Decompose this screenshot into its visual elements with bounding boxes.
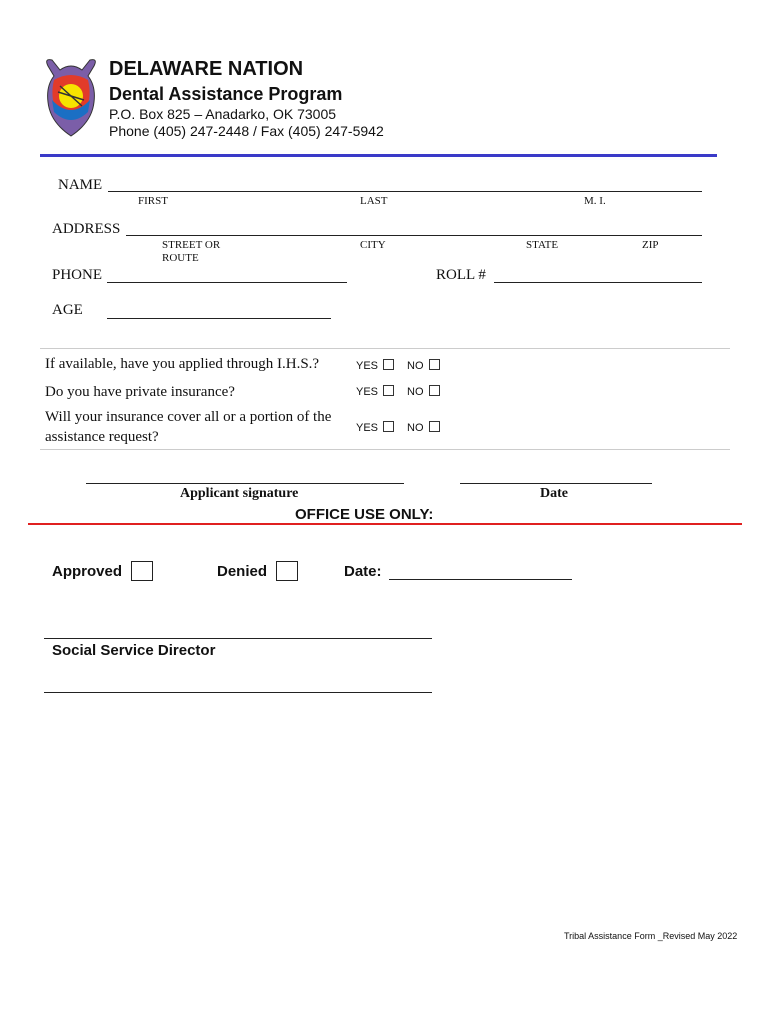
- no-label: NO: [407, 360, 424, 372]
- office-date-label: Date:: [344, 563, 382, 580]
- yes-checkbox[interactable]: [383, 385, 394, 396]
- question-row: [40, 405, 730, 449]
- denied-label: Denied: [217, 563, 268, 580]
- yes-checkbox[interactable]: [383, 421, 394, 432]
- mailing-address: P.O. Box 825 – Anadarko, OK 73005: [109, 106, 337, 122]
- approved-checkbox[interactable]: [131, 561, 153, 581]
- yes-label: YES: [356, 360, 379, 372]
- no-checkbox[interactable]: [429, 359, 440, 370]
- director-second-field[interactable]: [44, 692, 432, 693]
- address-route-caption: ROUTE: [162, 252, 199, 264]
- no-option[interactable]: [407, 421, 440, 434]
- approved-label: Approved: [52, 563, 123, 580]
- phone-label: PHONE: [52, 267, 103, 283]
- yes-label: YES: [356, 386, 379, 398]
- director-signature-field[interactable]: [44, 638, 432, 639]
- yes-option[interactable]: [356, 359, 394, 372]
- footer-revision: Tribal Assistance Form _Revised May 2022: [564, 931, 738, 941]
- program-name: Dental Assistance Program: [109, 84, 343, 104]
- question-text: Do you have private insurance?: [45, 384, 235, 400]
- name-label: NAME: [58, 177, 103, 193]
- address-label: ADDRESS: [52, 221, 121, 237]
- name-mi-caption: M. I.: [584, 195, 606, 207]
- no-checkbox[interactable]: [429, 421, 440, 432]
- org-name: DELAWARE NATION: [109, 58, 304, 80]
- no-label: NO: [407, 386, 424, 398]
- office-use-title: OFFICE USE ONLY:: [295, 506, 434, 523]
- director-label: Social Service Director: [52, 642, 216, 659]
- delaware-nation-seal-logo: [40, 56, 102, 140]
- questions-table: [40, 348, 730, 450]
- question-row: [40, 349, 730, 379]
- name-field[interactable]: [108, 191, 702, 192]
- denied-checkbox[interactable]: [276, 561, 298, 581]
- signature-date-field[interactable]: [460, 483, 652, 484]
- name-first-caption: FIRST: [138, 195, 168, 207]
- age-field[interactable]: [107, 318, 331, 319]
- question-text: Will your insurance cover all or a portion of the assistance request?: [45, 409, 332, 445]
- office-date-field[interactable]: [389, 579, 572, 580]
- phone-field[interactable]: [107, 282, 347, 283]
- address-street-caption: STREET OR: [162, 239, 221, 251]
- yes-label: YES: [356, 422, 379, 434]
- address-zip-caption: ZIP: [642, 239, 659, 251]
- applicant-signature-field[interactable]: [86, 483, 404, 484]
- yes-option[interactable]: [356, 385, 394, 398]
- roll-number-field[interactable]: [494, 282, 702, 283]
- address-city-caption: CITY: [360, 239, 386, 251]
- roll-label: ROLL #: [436, 267, 486, 283]
- applicant-signature-label: Applicant signature: [180, 486, 299, 501]
- name-last-caption: LAST: [360, 195, 388, 207]
- yes-option[interactable]: [356, 421, 394, 434]
- signature-date-label: Date: [540, 486, 568, 501]
- office-use-rule: [28, 523, 742, 525]
- no-option[interactable]: [407, 359, 440, 372]
- no-checkbox[interactable]: [429, 385, 440, 396]
- question-text: If available, have you applied through I.H.S.?: [45, 356, 320, 372]
- phone-fax: Phone (405) 247-2448 / Fax (405) 247-5942: [109, 123, 384, 139]
- question-row: [40, 379, 730, 405]
- address-field[interactable]: [126, 235, 702, 236]
- header-rule: [40, 154, 717, 157]
- address-state-caption: STATE: [526, 239, 559, 251]
- no-label: NO: [407, 422, 424, 434]
- age-label: AGE: [52, 302, 83, 318]
- no-option[interactable]: [407, 385, 440, 398]
- yes-checkbox[interactable]: [383, 359, 394, 370]
